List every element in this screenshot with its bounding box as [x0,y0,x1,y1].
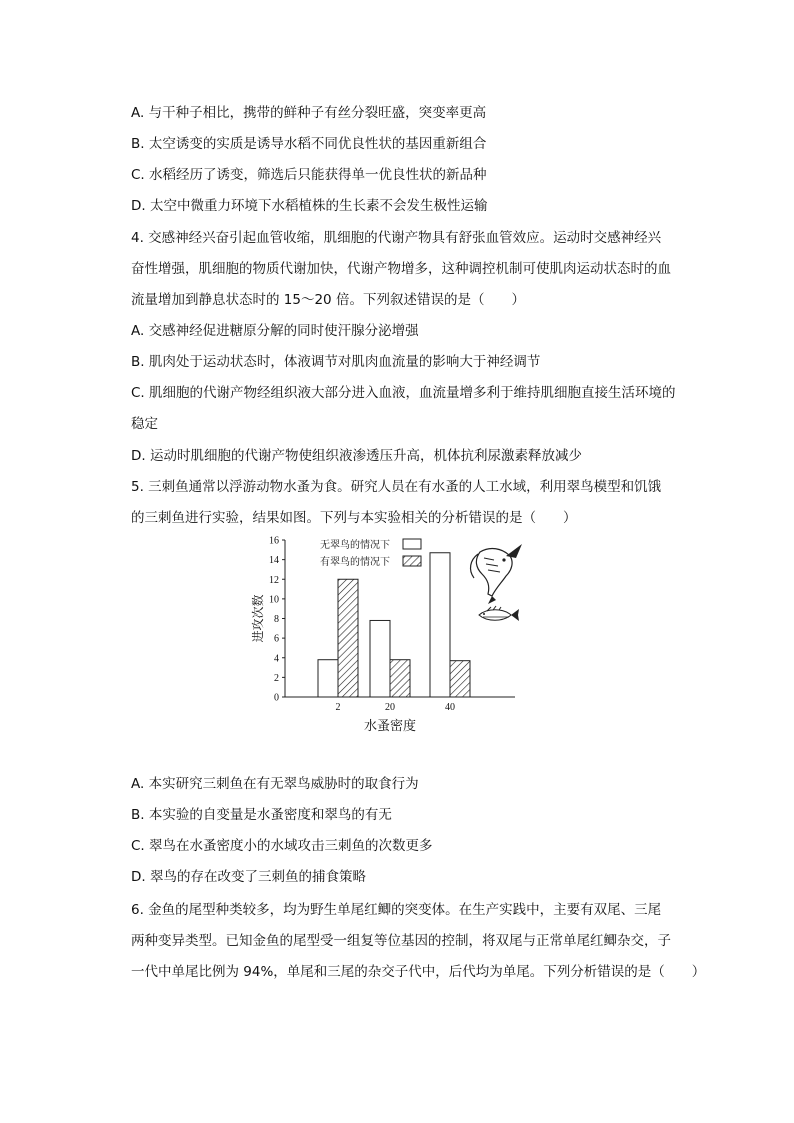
q4-option-a: A. 交感神经促进糖原分解的同时使汗腺分泌增强 [131,323,419,339]
y-tick-label: 0 [274,692,279,704]
bar-with-kingfisher [338,579,358,697]
q3-option-d: D. 太空中微重力环境下水稻植株的生长素不会发生极性运输 [131,198,488,214]
y-tick-label: 8 [274,614,279,625]
bar-chart [240,530,540,740]
bar-without-kingfisher [430,553,450,697]
y-tick-label: 6 [274,633,279,645]
q3-option-c: C. 水稻经历了诱变，筛选后只能获得单一优良性状的新品种 [131,167,487,183]
y-tick-label: 2 [274,672,279,684]
q5-option-b: B. 本实验的自变量是水蚤密度和翠鸟的有无 [131,807,392,823]
q5-option-c: C. 翠鸟在水蚤密度小的水域攻击三刺鱼的次数更多 [131,838,433,854]
bar-with-kingfisher [450,661,470,697]
q5-option-a: A. 本实研究三刺鱼在有无翠鸟威胁时的取食行为 [131,776,419,792]
bar-without-kingfisher [318,660,338,697]
y-tick-label: 10 [269,594,279,606]
q5-option-d: D. 翠鸟的存在改变了三刺鱼的捕食策略 [131,869,366,885]
legend-swatch [403,556,421,566]
y-tick-label: 16 [269,535,279,547]
y-tick-label: 14 [269,555,279,567]
q3-option-a: A. 与干种子相比，携带的鲜种子有丝分裂旺盛，突变率更高 [131,105,487,121]
q4-option-d: D. 运动时肌细胞的代谢产物使组织液渗透压升高，机体抗利尿激素释放减少 [131,448,582,464]
y-axis-label: 进攻次数 [251,594,265,643]
q5-stem-line: 的三刺鱼进行实验，结果如图。下列与本实验相关的分析错误的是（ ） [131,510,577,526]
q5-stem-line: 5. 三刺鱼通常以浮游动物水蚤为食。研究人员在有水蚤的人工水域，利用翠鸟模型和饥饿 [131,479,662,495]
x-tick-label: 2 [335,702,341,713]
fish-icon [479,606,519,621]
bar-with-kingfisher [390,660,410,697]
kingfisher-icon [471,544,522,604]
q6-stem-line: 一代中单尾比例为 94%，单尾和三尾的杂交子代中，后代均为单尾。下列分析错误的是（ ） [131,964,706,980]
x-tick-label: 20 [385,702,395,713]
q4-stem-line: 4. 交感神经兴奋引起血管收缩，肌细胞的代谢产物具有舒张血管效应。运动时交感神经兴 [131,230,662,246]
x-tick-label: 40 [445,702,455,713]
q3-option-b: B. 太空诱变的实质是诱导水稻不同优良性状的基因重新组合 [131,136,487,152]
y-tick-label: 4 [274,653,279,665]
bar-without-kingfisher [370,620,390,697]
q4-option-b: B. 肌肉处于运动状态时，体液调节对肌肉血流量的影响大于神经调节 [131,354,541,370]
legend-label: 有翠鸟的情况下 [320,557,390,568]
q4-stem-line: 流量增加到静息状态时的 15～20 倍。下列叙述错误的是（ ） [131,292,525,308]
q4-stem-line: 奋性增强，肌细胞的物质代谢加快，代谢产物增多，这种调控机制可使肌肉运动状态时的血 [131,261,671,277]
q6-stem-line: 6. 金鱼的尾型种类较多，均为野生单尾红鲫的突变体。在生产实践中，主要有双尾、三尾 [131,902,662,918]
legend-label: 无翠鸟的情况下 [320,540,390,551]
q4-option-c: C. 肌细胞的代谢产物经组织液大部分进入血液，血流量增多利于维持肌细胞直接生活环境的 [131,385,676,401]
q4-option-c-continued: 稳定 [131,416,158,432]
y-tick-label: 12 [269,574,279,586]
legend-swatch [403,539,421,549]
x-axis-label: 水蚤密度 [363,719,417,734]
q6-stem-line: 两种变异类型。已知金鱼的尾型受一组复等位基因的控制，将双尾与正常单尾红鲫杂交，子 [131,933,671,949]
